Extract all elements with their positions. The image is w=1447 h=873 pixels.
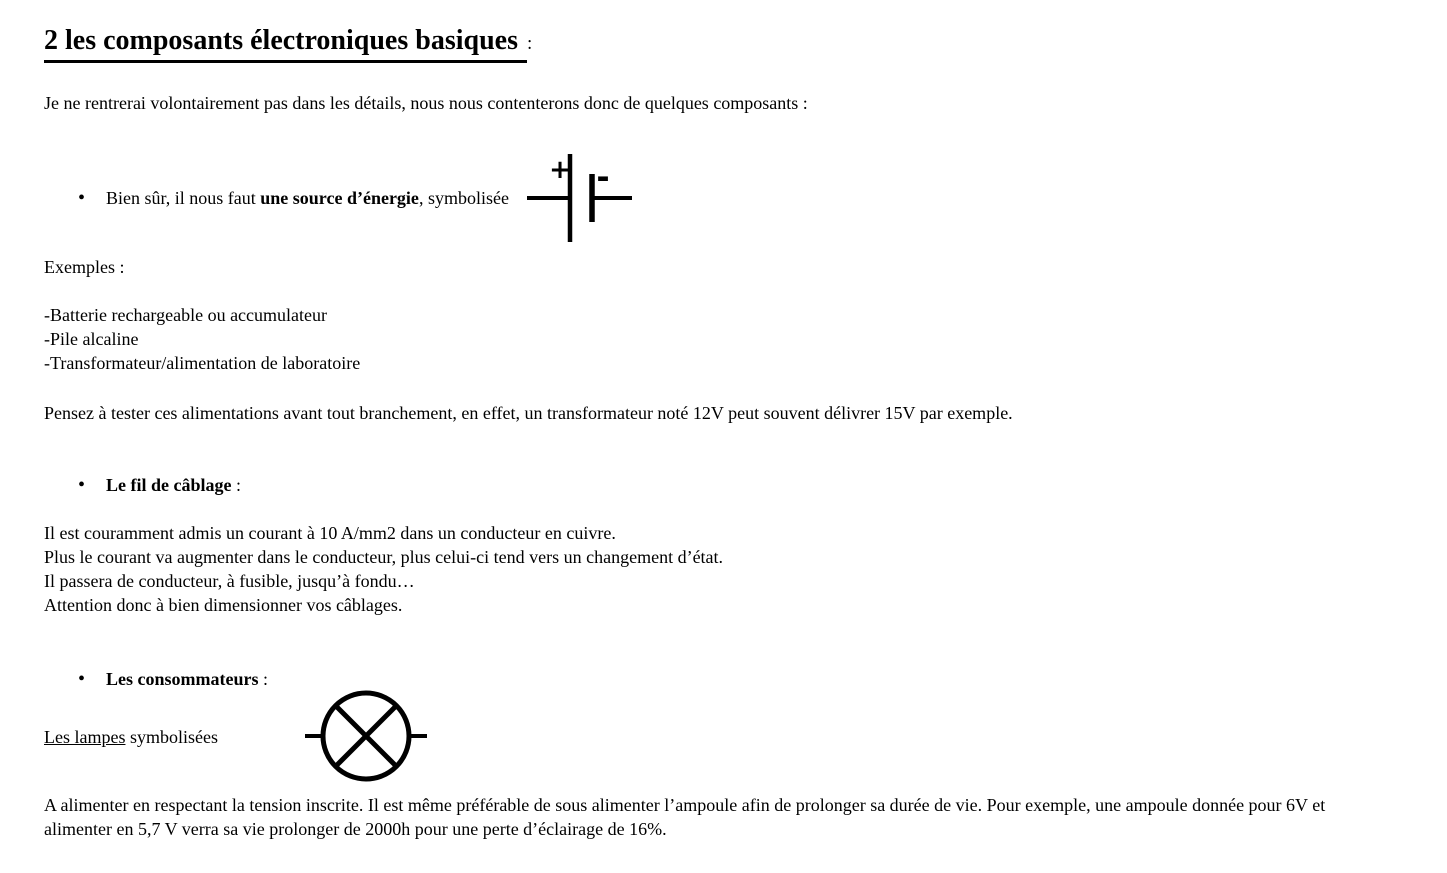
battery-symbol-icon (527, 152, 633, 244)
lamp-symbol-icon (305, 689, 427, 784)
lamps-underlined: Les lampes (44, 726, 126, 747)
battery-plus-label: + (549, 155, 571, 185)
bullet-item-wire (44, 473, 1403, 497)
title-text: 2 les composants électroniques basiques (44, 24, 527, 63)
wire-heading-colon: : (231, 475, 242, 495)
wire-line: Attention donc à bien dimensionner vos câblages. (44, 595, 403, 615)
consumers-heading-text (106, 667, 268, 691)
example-item: -Transformateur/alimentation de laboratoire (44, 353, 361, 373)
example-item: -Batterie rechargeable ou accumulateur (44, 305, 328, 325)
bullet-icon: • (78, 187, 86, 209)
wire-line: Il est couramment admis un courant à 10 A/mm2 dans un conducteur en cuivre. (44, 523, 616, 543)
warning-paragraph: Pensez à tester ces alimentations avant tout branchement, en effet, un transformateur noté 12V peut souvent délivrer 15V par exemple. (44, 403, 1013, 423)
wire-paragraph (44, 521, 1403, 617)
final-paragraph: A alimenter en respectant la tension inscrite. Il est même préférable de sous alimenter l’ampoule afin de prolonger sa durée de vie. Pour exemple, une ampoule donnée pour 6V et alimenter en 5,7 V verra sa vie prolonger de 2000h pour une perte d’éclairage de 16%. (44, 795, 1326, 839)
lamps-rest: symbolisées (125, 726, 218, 747)
energy-text-post: , symbolisée (418, 188, 509, 208)
wire-line: Plus le courant va augmenter dans le conducteur, plus celui-ci tend vers un changement d’état. (44, 547, 724, 567)
examples-list (44, 303, 1403, 375)
wire-heading-text (106, 473, 241, 497)
consumers-heading-bold: Les consommateurs (106, 669, 259, 689)
bullet-item-consumers (44, 667, 1403, 691)
wire-line: Il passera de conducteur, à fusible, jusqu’à fondu… (44, 571, 415, 591)
wire-heading-bold: Le fil de câblage (106, 475, 232, 495)
bullet-item-energy-source (44, 151, 1403, 245)
page-title (44, 24, 1403, 63)
examples-heading: Exemples : (44, 257, 125, 277)
title-colon: : (526, 33, 533, 54)
battery-minus-label: - (596, 158, 610, 196)
energy-source-text (106, 186, 509, 210)
example-item: -Pile alcaline (44, 329, 139, 349)
consumers-heading-colon: : (258, 669, 269, 689)
intro-paragraph: Je ne rentrerai volontairement pas dans les détails, nous nous contenterons donc de quelques composants : (44, 93, 808, 113)
energy-text-pre: Bien sûr, il nous faut (106, 188, 261, 208)
bullet-icon: • (78, 474, 86, 496)
bullet-icon: • (78, 668, 86, 690)
lamps-line (44, 689, 1403, 784)
energy-text-bold: une source d’énergie (260, 188, 419, 208)
lamps-text (44, 725, 218, 749)
